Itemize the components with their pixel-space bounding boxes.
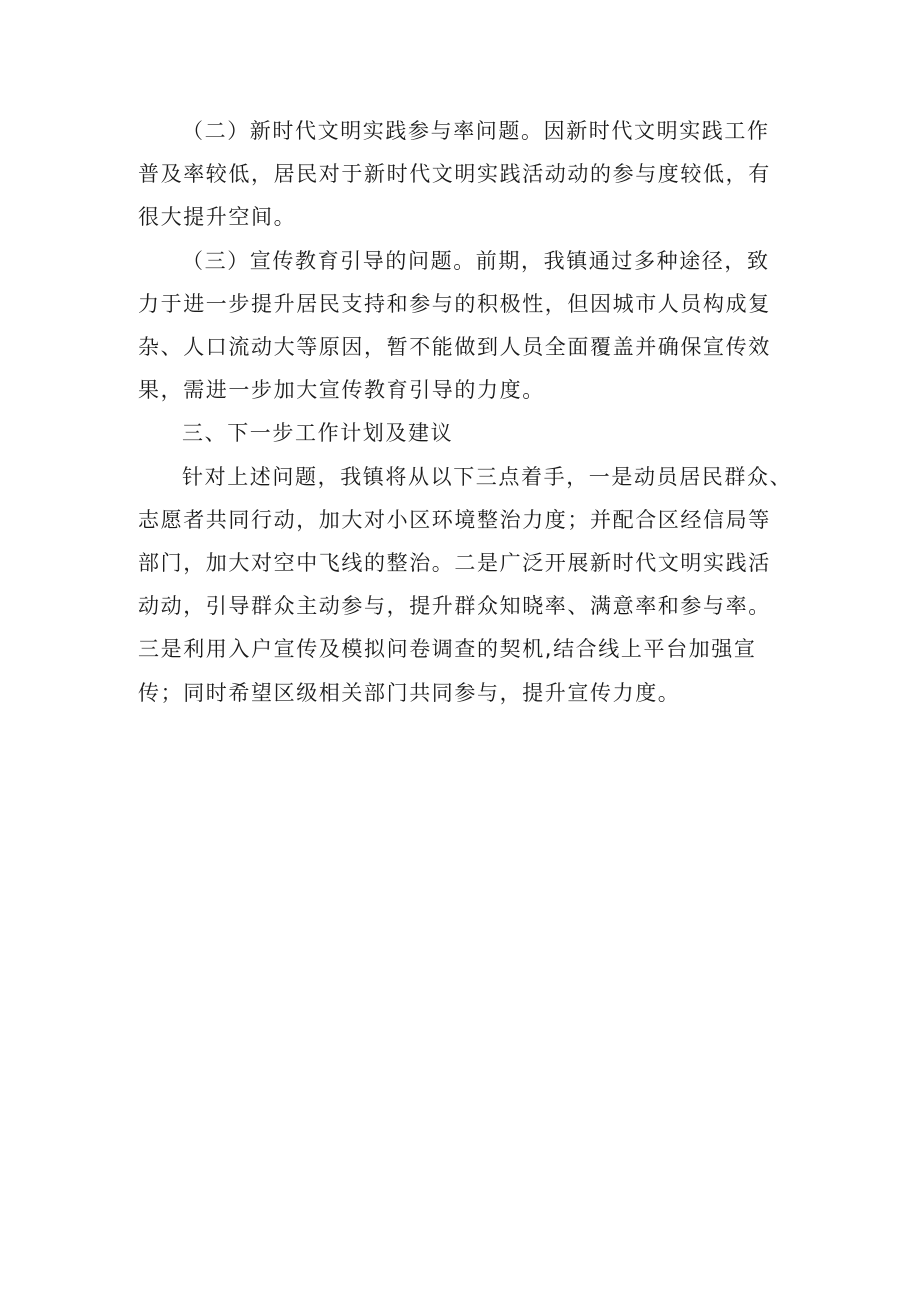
paragraph-line: 动动，引导群众主动参与，提升群众知晓率、满意率和参与率。	[138, 594, 771, 619]
paragraph-line: 志愿者共同行动，加大对小区环境整治力度；并配合区经信局等	[138, 507, 771, 532]
paragraph-line: 三是利用入户宣传及模拟问卷调查的契机,结合线上平台加强宣	[138, 637, 757, 662]
paragraph-line: （三）宣传教育引导的问题。前期，我镇通过多种途径，致	[182, 248, 770, 273]
paragraph-line: 很大提升空间。	[138, 205, 297, 230]
document-body	[138, 110, 808, 715]
paragraph-line: 力于进一步提升居民支持和参与的积极性，但因城市人员构成复	[138, 291, 771, 316]
paragraph-line: 部门，加大对空中飞线的整治。二是广泛开展新时代文明实践活	[138, 551, 771, 576]
paragraph-action-plan	[138, 456, 808, 715]
paragraph-line: 传；同时希望区级相关部门共同参与，提升宣传力度。	[138, 680, 681, 705]
paragraph-line: 果，需进一步加大宣传教育引导的力度。	[138, 378, 545, 403]
section-heading: 三、下一步工作计划及建议	[182, 421, 454, 446]
paragraph-line: 杂、人口流动大等原因，暂不能做到人员全面覆盖并确保宣传效	[138, 335, 771, 360]
paragraph-line: 针对上述问题，我镇将从以下三点着手，一是动员居民群众、	[182, 464, 793, 489]
paragraph-participation-rate	[138, 110, 808, 240]
section-heading-next-steps	[138, 412, 808, 455]
paragraph-line: （二）新时代文明实践参与率问题。因新时代文明实践工作	[182, 119, 770, 143]
paragraph-line: 普及率较低，居民对于新时代文明实践活动动的参与度较低，有	[138, 162, 771, 187]
paragraph-publicity-education	[138, 240, 808, 413]
